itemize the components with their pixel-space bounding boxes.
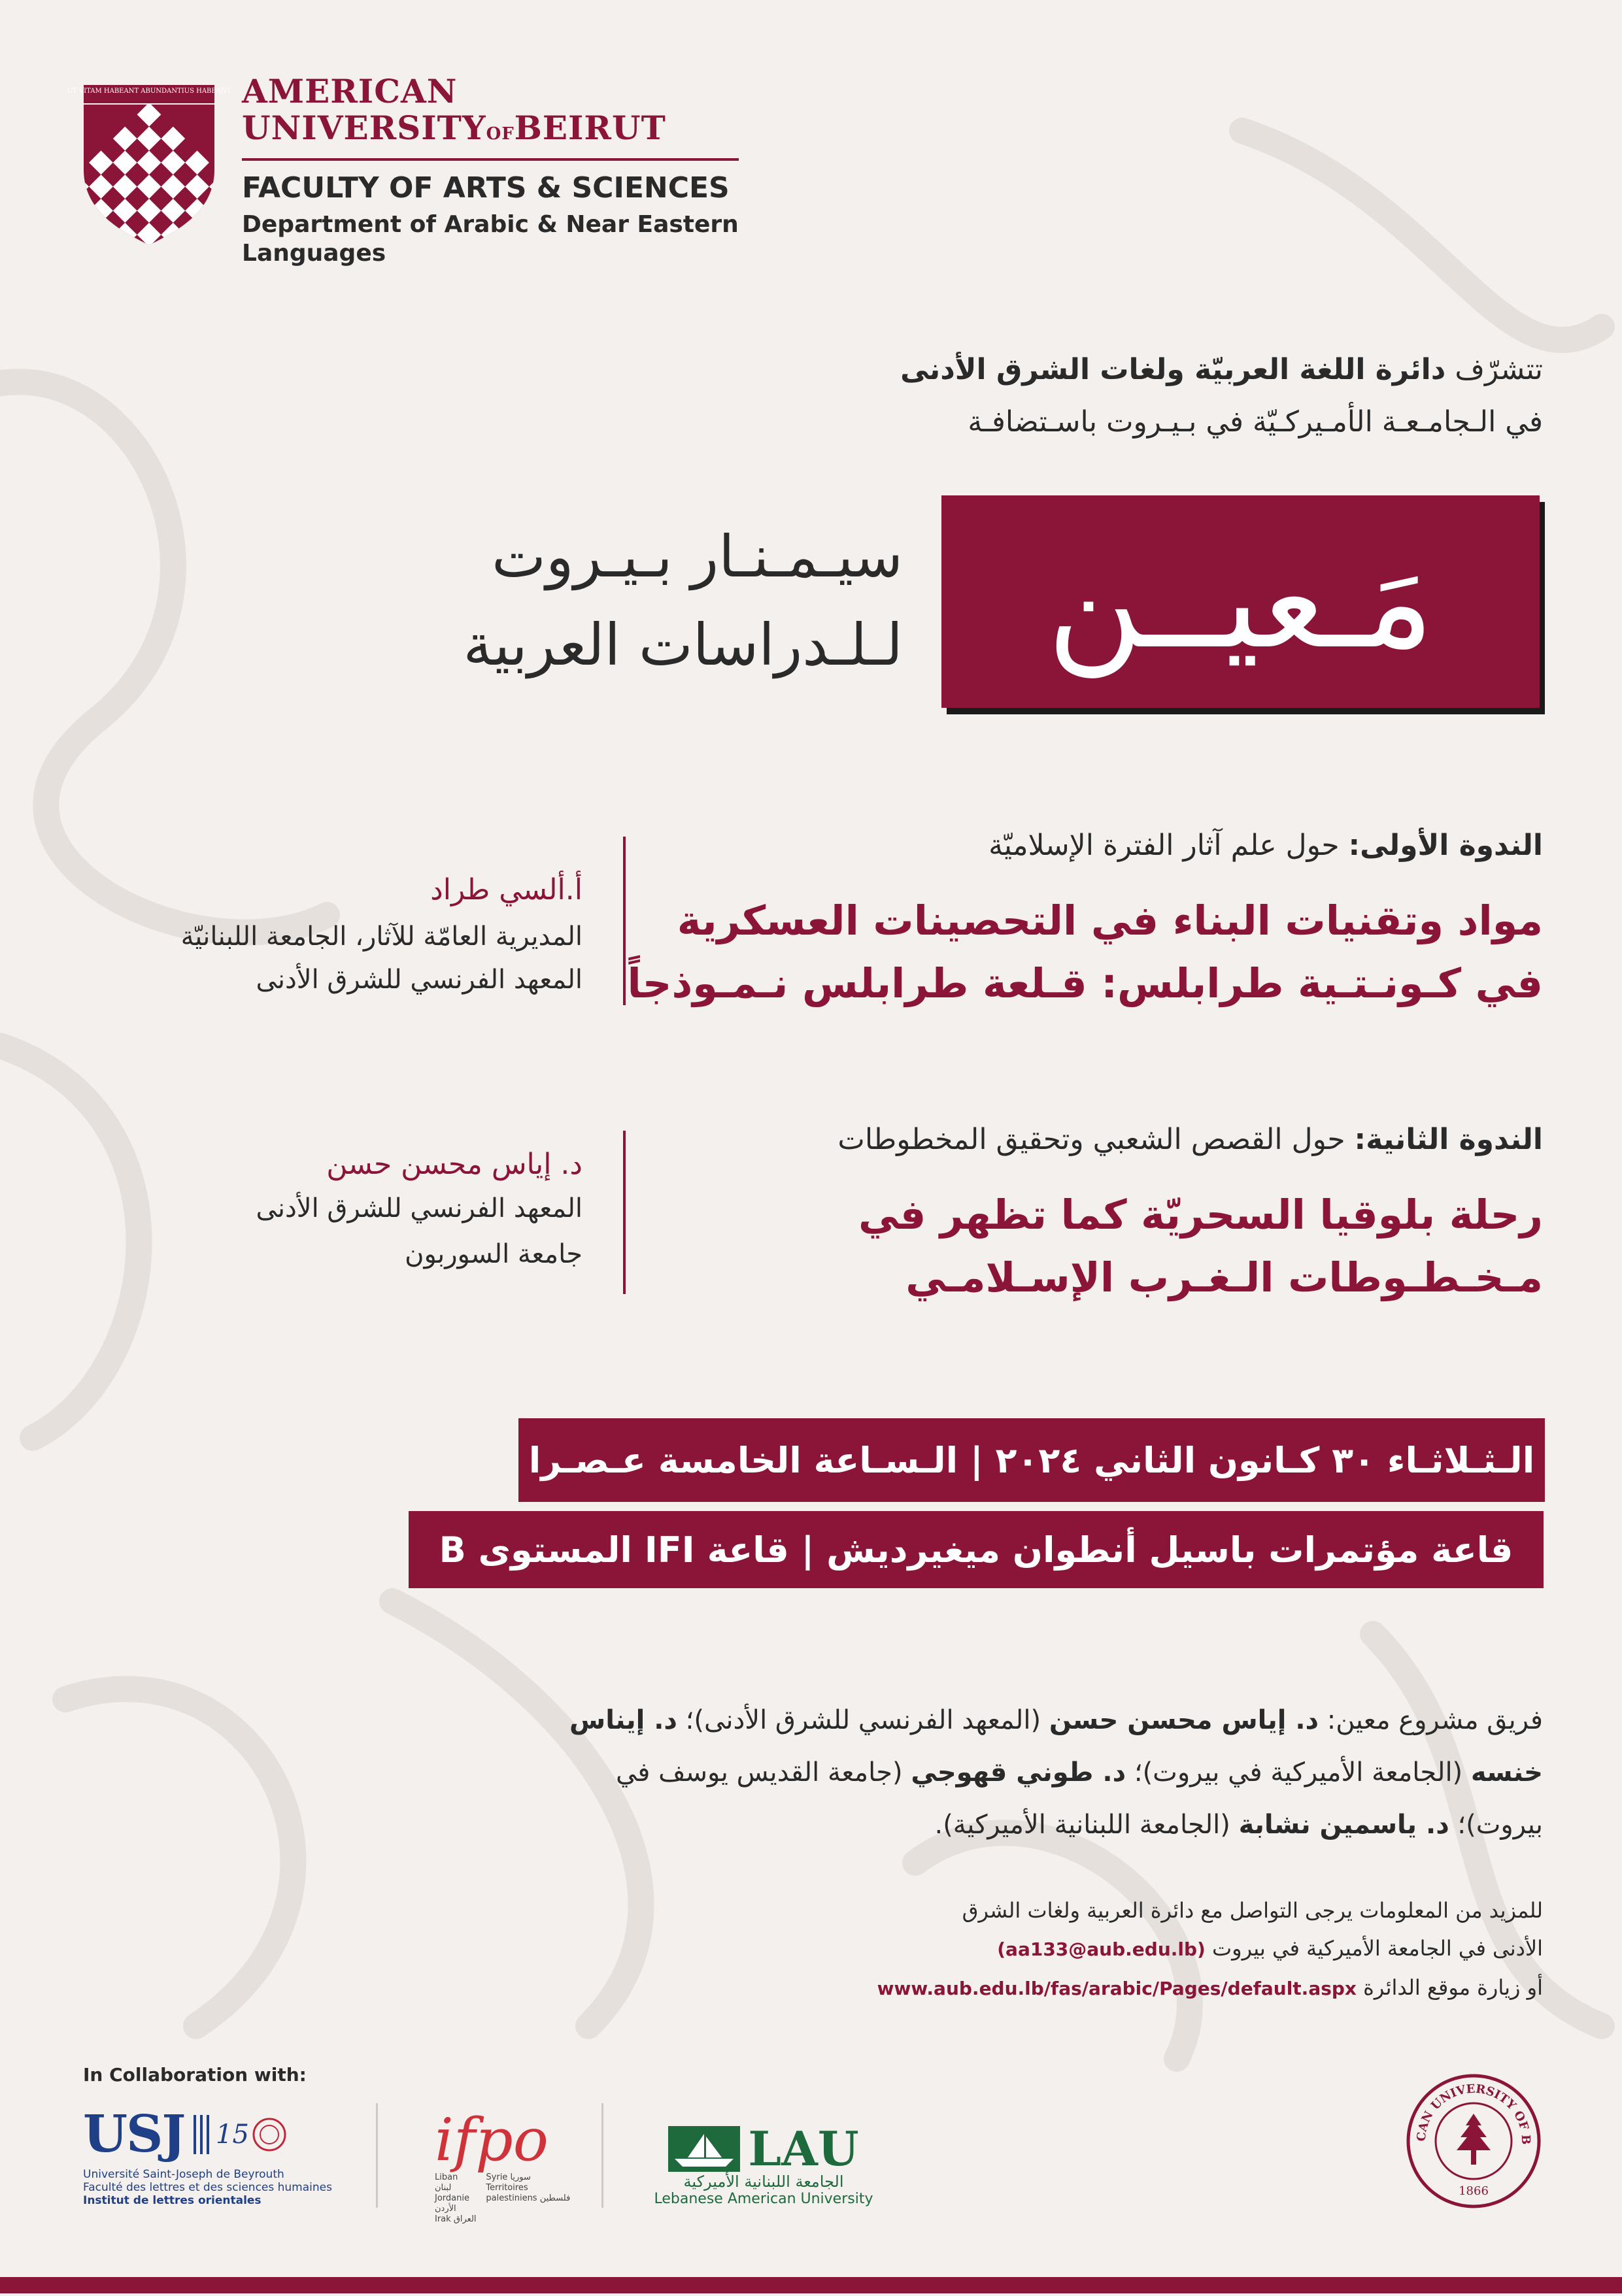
usj-name: Université Saint-Joseph de Beyrouth <box>83 2168 284 2181</box>
header-divider <box>242 158 739 161</box>
team-member2: د. إيناس خنسه <box>569 1705 1543 1788</box>
session2-label: الندوة الثانية: <box>1354 1123 1543 1156</box>
seal-text: CAN UNIVERSITY OF B <box>1414 2082 1533 2145</box>
aub-shield-logo <box>67 85 231 245</box>
session1-affiliation1: المديرية العامّة للآثار، الجامعة اللبنانيّة <box>180 922 583 952</box>
team-affil4: (الجامعة اللبنانية الأميركية). <box>934 1810 1239 1840</box>
usj-logo <box>83 2105 345 2207</box>
project-team <box>562 1694 1543 1851</box>
university-name-line1: AMERICAN <box>242 72 458 110</box>
university-name-line2a: UNIVERSITY <box>242 108 486 147</box>
intro-host: دائرة اللغة العربيّة ولغات الشرق الأدنى <box>900 353 1446 386</box>
lau-mark: LAU <box>748 2121 859 2176</box>
logo-separator <box>376 2103 378 2208</box>
seminar-subtitle-line1: سيـمـنـار بـيـروت <box>492 523 903 590</box>
ifpo-country-iraq: Irak العراق <box>435 2214 477 2224</box>
session1-affiliation2: المعهد الفرنسي للشرق الأدنى <box>256 965 583 995</box>
session2-affiliation2: جامعة السوربون <box>405 1239 583 1269</box>
session2-affiliation1: المعهد الفرنسي للشرق الأدنى <box>256 1193 583 1223</box>
ifpo-country-jordan: Jordanie الأردن <box>435 2193 469 2214</box>
university-name-of: OF <box>486 124 515 144</box>
contact-line3: أو زيارة موقع الدائرة <box>1356 1975 1543 2000</box>
session1-heading <box>988 829 1543 862</box>
seminar-title: مَـعيــن <box>1047 525 1434 678</box>
svg-text:15: 15 <box>216 2119 250 2150</box>
session1-title-line2: في كـونـتـية طرابلس: قـلعة طرابلس نـمـوذجاً <box>627 959 1543 1007</box>
lau-ship-icon <box>668 2126 740 2172</box>
aub-seal-logo <box>1406 2073 1542 2209</box>
cedar-icon <box>1457 2114 1491 2165</box>
event-datetime-band <box>518 1418 1545 1502</box>
event-venue: قاعة مؤتمرات باسيل أنطوان ميغيرديش | قاعة IFI المستوى B <box>439 1529 1513 1571</box>
ifpo-countries <box>435 2172 579 2225</box>
ifpo-country-lebanon: Liban لبنان <box>435 2172 458 2193</box>
university-name <box>242 73 666 152</box>
event-venue-band <box>409 1511 1544 1588</box>
contact-website-link[interactable]: www.aub.edu.lb/fas/arabic/Pages/default.aspx <box>877 1978 1357 1999</box>
session1-title-line1: مواد وتقنيات البناء في التحصينات العسكرية <box>677 897 1543 944</box>
faculty-name: FACULTY OF ARTS & SCIENCES <box>242 171 730 205</box>
usj-faculty: Faculté des lettres et des sciences humaines <box>83 2181 332 2194</box>
team-affil2: (الجامعة الأميركية في بيروت)؛ <box>1126 1757 1471 1788</box>
intro-line1 <box>900 353 1543 386</box>
university-name-line2b: BEIRUT <box>514 108 666 147</box>
session1-label: الندوة الأولى: <box>1348 829 1543 862</box>
bottom-bar <box>0 2277 1622 2293</box>
department-name: Department of Arabic & Near Eastern Languages <box>242 211 739 267</box>
session2-speaker: د. إياس محسن حسن <box>326 1148 583 1181</box>
seminar-subtitle-line2: لـلـدراسات العربية <box>463 611 903 678</box>
ifpo-country-palestine: Territoires palestiniens فلسطين <box>486 2183 571 2203</box>
shield-motto-1: UT VITAM HABEANT ABUNDANTIUS HABEANT <box>67 88 231 95</box>
usj-emblem-icon <box>191 2112 289 2157</box>
seal-year: 1866 <box>1459 2184 1489 2198</box>
team-intro: فريق مشروع معين: <box>1319 1705 1543 1735</box>
usj-institute: Institut de lettres orientales <box>83 2194 262 2207</box>
contact-line1: للمزيد من المعلومات يرجى التواصل مع دائرة العربية ولغات الشرق <box>962 1898 1543 1923</box>
team-member4: د. ياسمين نشابة <box>1238 1810 1449 1840</box>
usj-mark: USJ <box>83 2105 185 2164</box>
ifpo-country-syria: Syrie سوريا <box>486 2172 531 2182</box>
ifpo-mark: ifpo <box>435 2106 549 2174</box>
team-affil1: (المعهد الفرنسي للشرق الأدنى)؛ <box>677 1705 1049 1735</box>
session2-topic: حول القصص الشعبي وتحقيق المخطوطات <box>837 1123 1355 1156</box>
session2-divider <box>623 1131 626 1294</box>
ifpo-logo <box>435 2106 579 2225</box>
intro-prefix: تتشرّف <box>1445 353 1543 386</box>
contact-line2: الأدنى في الجامعة الأميركية في بيروت <box>1205 1936 1543 1961</box>
intro-line2: في الـجامـعـة الأمـيركـيّة في بـيـروت باسـتضافـة <box>968 405 1543 439</box>
contact-info <box>758 1891 1543 2008</box>
logo-separator <box>601 2103 603 2208</box>
team-member1: د. إياس محسن حسن <box>1049 1705 1319 1735</box>
session2-title-line2: مـخـطـوطات الـغـرب الإسـلامـي <box>905 1254 1543 1301</box>
lau-english-name: Lebanese American University <box>654 2191 873 2207</box>
session1-topic: حول علم آثار الفترة الإسلاميّة <box>988 829 1349 862</box>
event-datetime: الـثـلاثـاء ٣٠ كـانون الثاني ٢٠٢٤ | الـسـاعة الخامسة عـصـرا <box>528 1439 1535 1481</box>
session1-divider <box>623 837 626 1005</box>
collaboration-label: In Collaboration with: <box>83 2064 307 2086</box>
lau-arabic-name: الجامعة اللبنانية الأميركية <box>683 2172 844 2191</box>
team-affil3: (جامعة القديس يوسف في بيروت)؛ <box>615 1757 1543 1840</box>
session2-heading <box>837 1123 1543 1156</box>
seminar-title-box <box>941 495 1540 708</box>
contact-email-link[interactable]: (aa133@aub.edu.lb) <box>997 1938 1206 1960</box>
lau-logo <box>646 2121 881 2207</box>
team-member3: د. طوني قهوجي <box>911 1757 1126 1788</box>
session1-speaker: أ.ألسي طراد <box>430 873 583 907</box>
session2-title-line1: رحلة بلوقيا السحريّة كما تظهر في <box>858 1191 1543 1239</box>
